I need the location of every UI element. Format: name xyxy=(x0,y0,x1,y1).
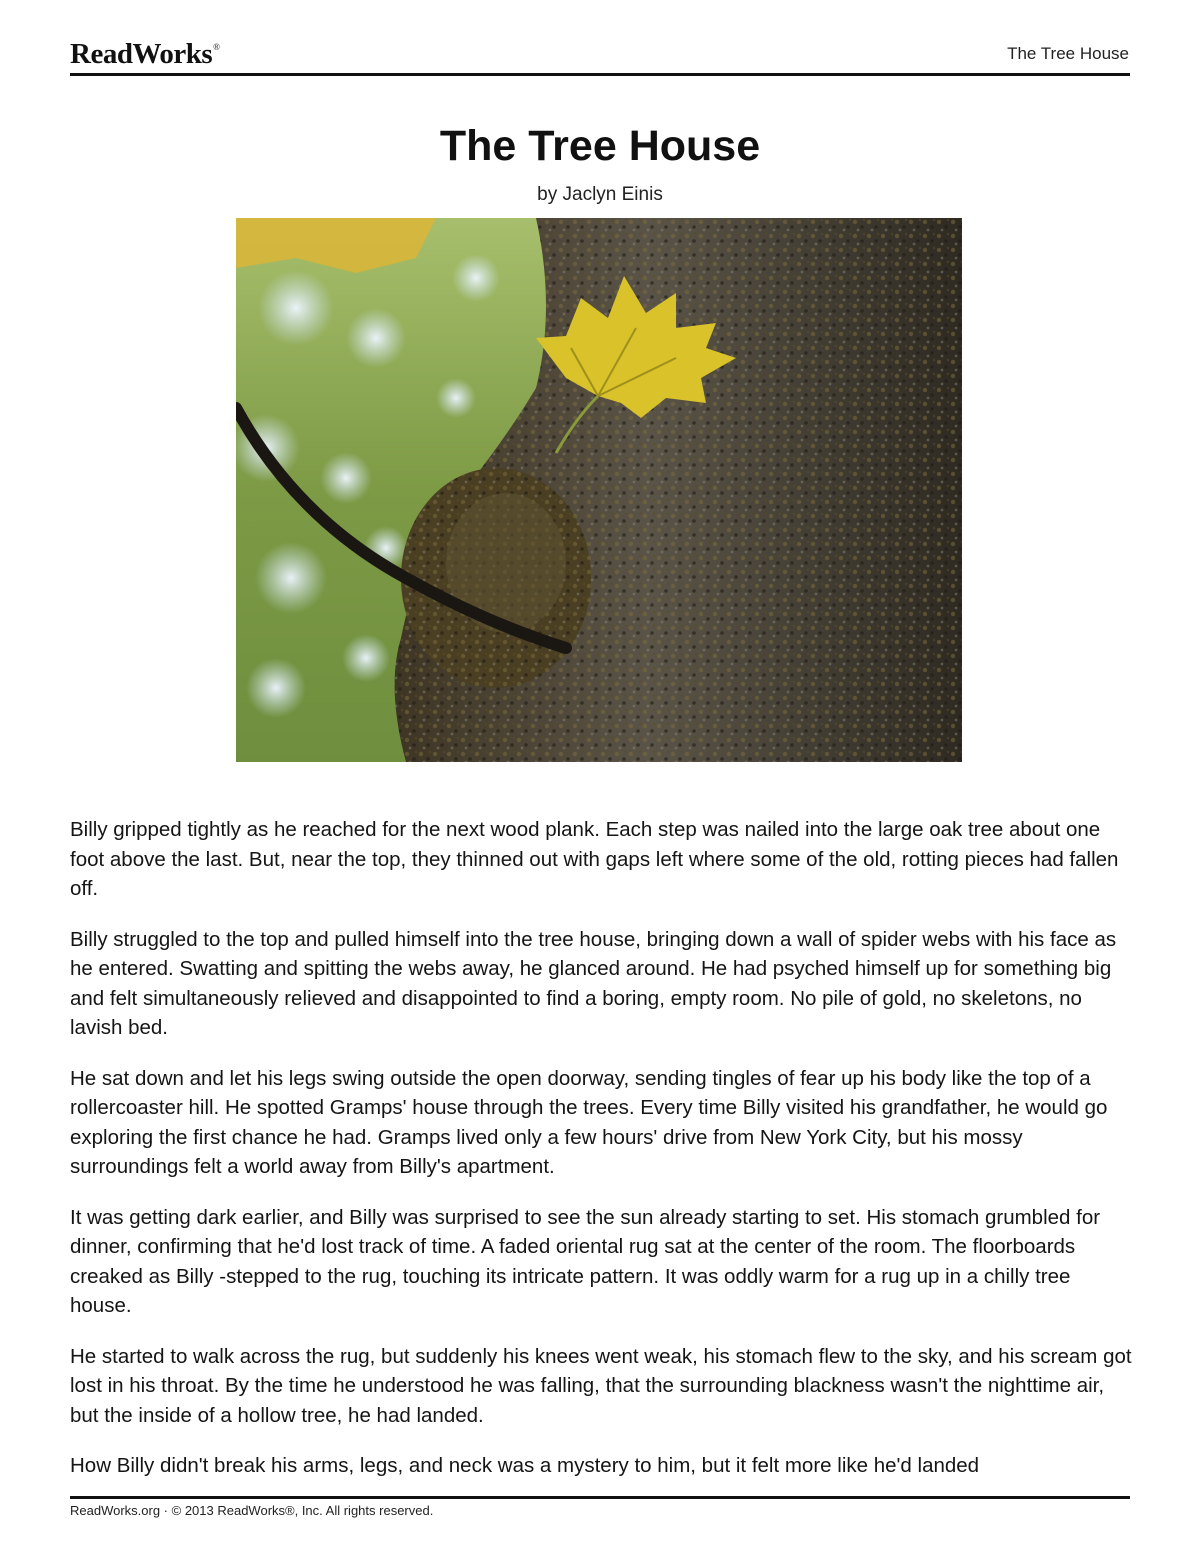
article-title: The Tree House xyxy=(439,122,761,170)
header-title: The Tree House xyxy=(1007,44,1129,63)
article-paragraph: How Billy didn't break his arms, legs, and neck was a mystery to him, but it felt more like he'd landed xyxy=(70,1454,980,1477)
tree-trunk-leaf-photo xyxy=(236,218,962,762)
footer-copyright: ReadWorks.org · © 2013 ReadWorks®, Inc. All rights reserved. xyxy=(70,1503,434,1518)
article-body xyxy=(70,815,1132,1502)
article-paragraph: Billy struggled to the top and pulled himself into the tree house, bringing down a wall of spider webs with his face as he entered. Swatting and spitting the webs away, he glanced around. He had psyched himself up for something big and felt simultaneously relieved and disappointed to find a boring, empty room. No pile of gold, no skeletons, no lavish bed. xyxy=(70,927,1117,1039)
article-paragraph: He started to walk across the rug, but suddenly his knees went weak, his stomach flew to the sky, and his scream got lost in his throat. By the time he understood he was falling, that the surrounding blackness wasn't the nighttime air, but the inside of a hollow tree, he had landed. xyxy=(70,1344,1132,1427)
header-divider xyxy=(70,73,1130,76)
footer-divider xyxy=(70,1496,1130,1499)
article-paragraph: He sat down and let his legs swing outside the open doorway, sending tingles of fear up his body like the top of a rollercoaster hill. He spotted Gramps' house through the trees. Every time Billy visited his grandfather, he would go exploring the first chance he had. Gramps lived only a few hours' drive from New York City, but his mossy surroundings felt a world away from Billy's apartment. xyxy=(70,1066,1108,1178)
logo-text: ReadWorks xyxy=(70,38,213,70)
article-byline: by Jaclyn Einis xyxy=(537,184,663,205)
article-paragraph: It was getting dark earlier, and Billy was surprised to see the sun already starting to set. His stomach grumbled for dinner, confirming that he'd lost track of time. A faded oriental rug sat at the center of the room. The floorboards creaked as Billy -stepped to the rug, touching its intricate pattern. It was oddly warm for a rug up in a chilly tree house. xyxy=(70,1205,1101,1317)
article-paragraph: Billy gripped tightly as he reached for the next wood plank. Each step was nailed into the large oak tree about one foot above the last. But, near the top, they thinned out with gaps left where some of the old, rotting pieces had fallen off. xyxy=(70,818,1119,900)
registered-mark: ® xyxy=(213,42,220,52)
readworks-logo xyxy=(70,38,219,71)
